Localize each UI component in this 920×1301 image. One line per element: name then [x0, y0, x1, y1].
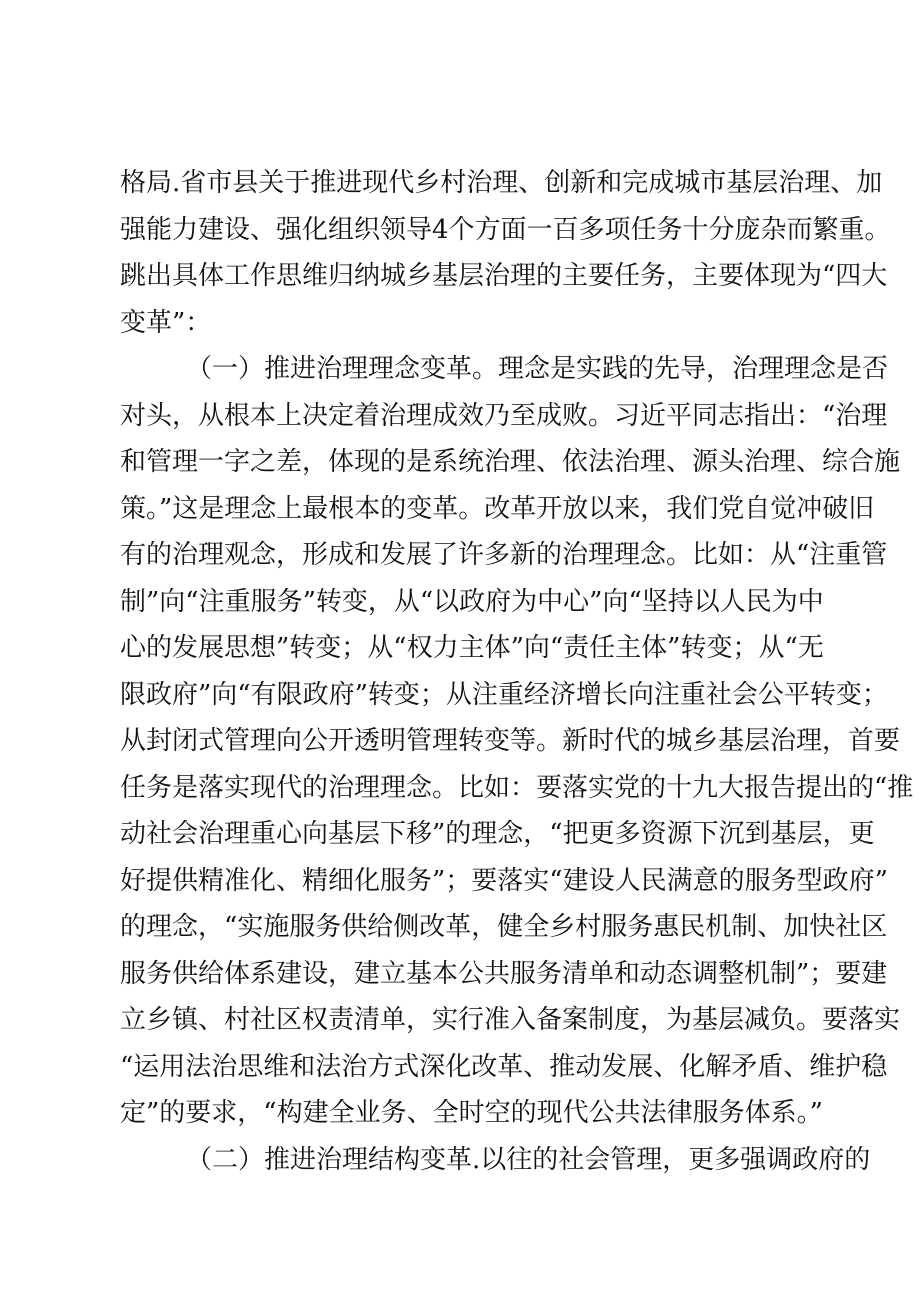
text-line: 和管理一字之差，体现的是系统治理、依法治理、源头治理、综合施	[120, 447, 901, 477]
document-body	[120, 160, 914, 1183]
text-line: 格局.省市县关于推进现代乡村治理、创新和完成城市基层治理、加	[120, 168, 883, 198]
text-line: 变革”：	[120, 307, 212, 338]
text-line: “运用法治思维和法治方式深化改革、推动发展、化解矛盾、维护稳	[120, 1051, 888, 1082]
text-line: 的理念，“实施服务供给侧改革，健全乡村服务惠民机制、加快社区	[120, 912, 888, 942]
text-line: 服务供给体系建设，建立基本公共服务清单和动态调整机制”；要建	[120, 958, 888, 989]
text-line: 立乡镇、村社区权责清单，实行准入备案制度，为基层减负。要落实	[120, 1005, 901, 1035]
text-line: （二）推进治理结构变革.以往的社会管理，更多强调政府的	[186, 1144, 871, 1175]
text-line: 定”的要求，“构建全业务、全时空的现代公共法律服务体系。”	[120, 1098, 823, 1128]
text-line: （一）推进治理理念变革。理念是实践的先导，治理理念是否	[186, 354, 889, 384]
text-line: 心的发展思想”转变；从“权力主体”向“责任主体”转变；从“无	[120, 633, 824, 663]
text-line: 强能力建设、强化组织领导4个方面一百多项任务十分庞杂而繁重。	[120, 214, 891, 245]
text-line: 有的治理观念，形成和发展了许多新的治理理念。比如：从“注重管	[120, 540, 888, 570]
text-line: 策。”这是理念上最根本的变革。改革开放以来，我们党自觉冲破旧	[120, 493, 875, 524]
text-line: 对头，从根本上决定着治理成效乃至成败。习近平同志指出：“治理	[120, 400, 888, 431]
text-line: 从封闭式管理向公开透明管理转变等。新时代的城乡基层治理，首要	[120, 726, 901, 756]
text-line: 好提供精准化、精细化服务”；要落实“建设人民满意的服务型政府”	[120, 865, 888, 896]
text-line: 限政府”向“有限政府”转变；从注重经济增长向注重社会公平转变；	[120, 679, 888, 710]
text-line: 跳出具体工作思维归纳城乡基层治理的主要任务，主要体现为“四大	[120, 261, 888, 291]
text-line: 任务是落实现代的治理理念。比如：要落实党的十九大报告提出的“推	[120, 772, 914, 803]
text-line: 动社会治理重心向基层下移”的理念，“把更多资源下沉到基层，更	[120, 819, 875, 849]
text-line: 制”向“注重服务”转变，从“以政府为中心”向“坚持以人民为中	[120, 586, 824, 617]
